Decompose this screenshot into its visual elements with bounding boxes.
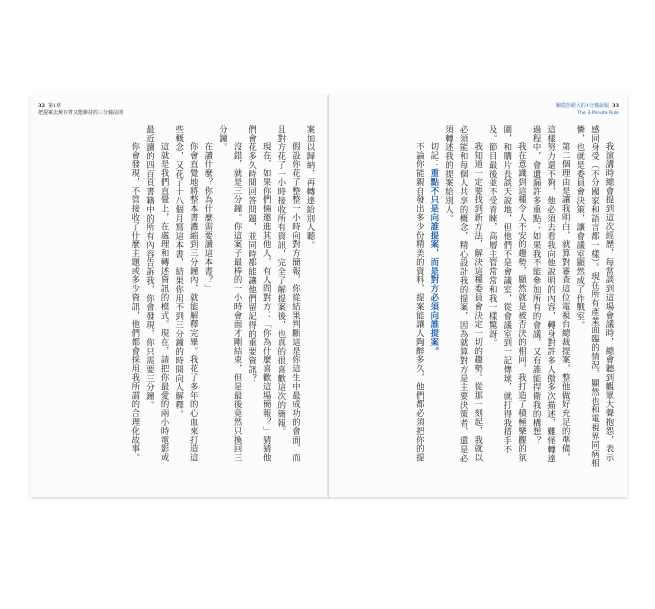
running-head-english: The 3-Minute Rule bbox=[577, 111, 619, 116]
paragraph: 案加以歸納，再轉達給別人聽。 bbox=[306, 125, 316, 250]
running-head-title: 關從拒絕大的1分鐘說服 bbox=[555, 103, 610, 109]
paragraph: 你會發現，不管接收了什麼主題或多少資訊，他們都會採用我所謂的合理化故事。 bbox=[130, 141, 141, 462]
emphasis-prefix: 切記： bbox=[429, 141, 440, 169]
paragraph: 你會直覺地將整本書濃縮到三分鐘內，就能解釋完畢。我花了多年的心血來打造這些概念，又花了十八個月寫這本書，結果你用不到三分鐘的時間向人解釋。 bbox=[174, 125, 200, 462]
right-page-body bbox=[337, 125, 617, 470]
right-page bbox=[329, 95, 627, 497]
right-running-head bbox=[556, 103, 619, 117]
left-page bbox=[30, 95, 328, 497]
paragraph: 這就是我們直覺上，在處理和轉述資訊的模式。現在，請把你最愛的兩小時電影或最近讀的四百頁書籍中的所有內容告訴我，你會發現，你只需要三分鐘。 bbox=[145, 125, 171, 462]
book-spread bbox=[30, 95, 627, 497]
paragraph: 假設你花了整整一小時向對方簡報，你從結果判斷這是你這生中最成功的會面，而且對方花了一小時接收所有資訊，完全了解提案後，也真的很喜歡這次的簡報。 bbox=[276, 125, 302, 462]
paragraph: 不論你能親自發出多少份精美的資料，提案能讓人陶醉多久，他們都必須把你的提 bbox=[415, 141, 426, 462]
left-page-number: 32 bbox=[38, 103, 45, 109]
left-running-head bbox=[38, 103, 123, 117]
chapter-title: 把提案去蕪存菁又能維持的三分鐘法則 bbox=[38, 110, 124, 116]
paragraph: 我知道一定要找到新方法，解決這種委員會決定一切的趨勢。從那一刻起，我就以必須能和每個人共享的概念，精心設計我的提案，因為就算對方是主要決策者，還是必須轉述我的提案給別人。 bbox=[444, 125, 484, 463]
paragraph: 我在意識到這種令人不安的趨勢，顯然就是被否決的相同，我打造了積極樂觀的氛圍，和購片長談天說地，但他們不是會議室，從會議室到一記傳球，就打得我措手不及。節目最後並不受青睞，高層主管常常和我一樣驚訝。 bbox=[488, 125, 528, 462]
right-page-number: 33 bbox=[612, 103, 619, 109]
chapter-label: 第1章 bbox=[47, 103, 62, 109]
paragraph: 第二個理由是讓我明白，就算對審查這位電視台總裁提案，整他做好充足的準備，這樣努力還不夠，他必須去看我向他說明的內容，轉身對許多人傲多次描述，難怪轉達過程中，會遺漏許多重點；如果我不能參加所有的會議，又有誰能捍衛我的構想？ bbox=[532, 125, 572, 463]
paragraph: 在讀什麼？你為什麼需要讀這本書？」 bbox=[203, 141, 214, 293]
left-page-body bbox=[40, 125, 318, 470]
paragraph: 現在，如果你們倆邀進其他人，有人問對方：「你為什麼喜歡這場簡報？」猜猜他們會花多久時間回答問題，並同時都能讓他們留記得的重要資訊？ bbox=[247, 125, 273, 462]
emphasis-highlight: 重點不只是向誰提案，而是對方必須向誰提案。 bbox=[429, 168, 440, 356]
emphasis-paragraph bbox=[427, 125, 442, 470]
paragraph: 我演講時總會提到這次經歷，每當談到這場會議時，總會聽到觀眾大聲抱怨，表示感同身受（不分國家和語言都一樣）。現在所有產業面臨的情況，顯然也和電視界同病相憐，也就是委員會決策，讓會議室顯然成了作戰室。 bbox=[575, 125, 615, 468]
paragraph: 沒錯，就是三分鐘。你這案子最棒的一小時會面才剛結束，但是最後竟然只換回三分鐘。 bbox=[218, 125, 244, 462]
